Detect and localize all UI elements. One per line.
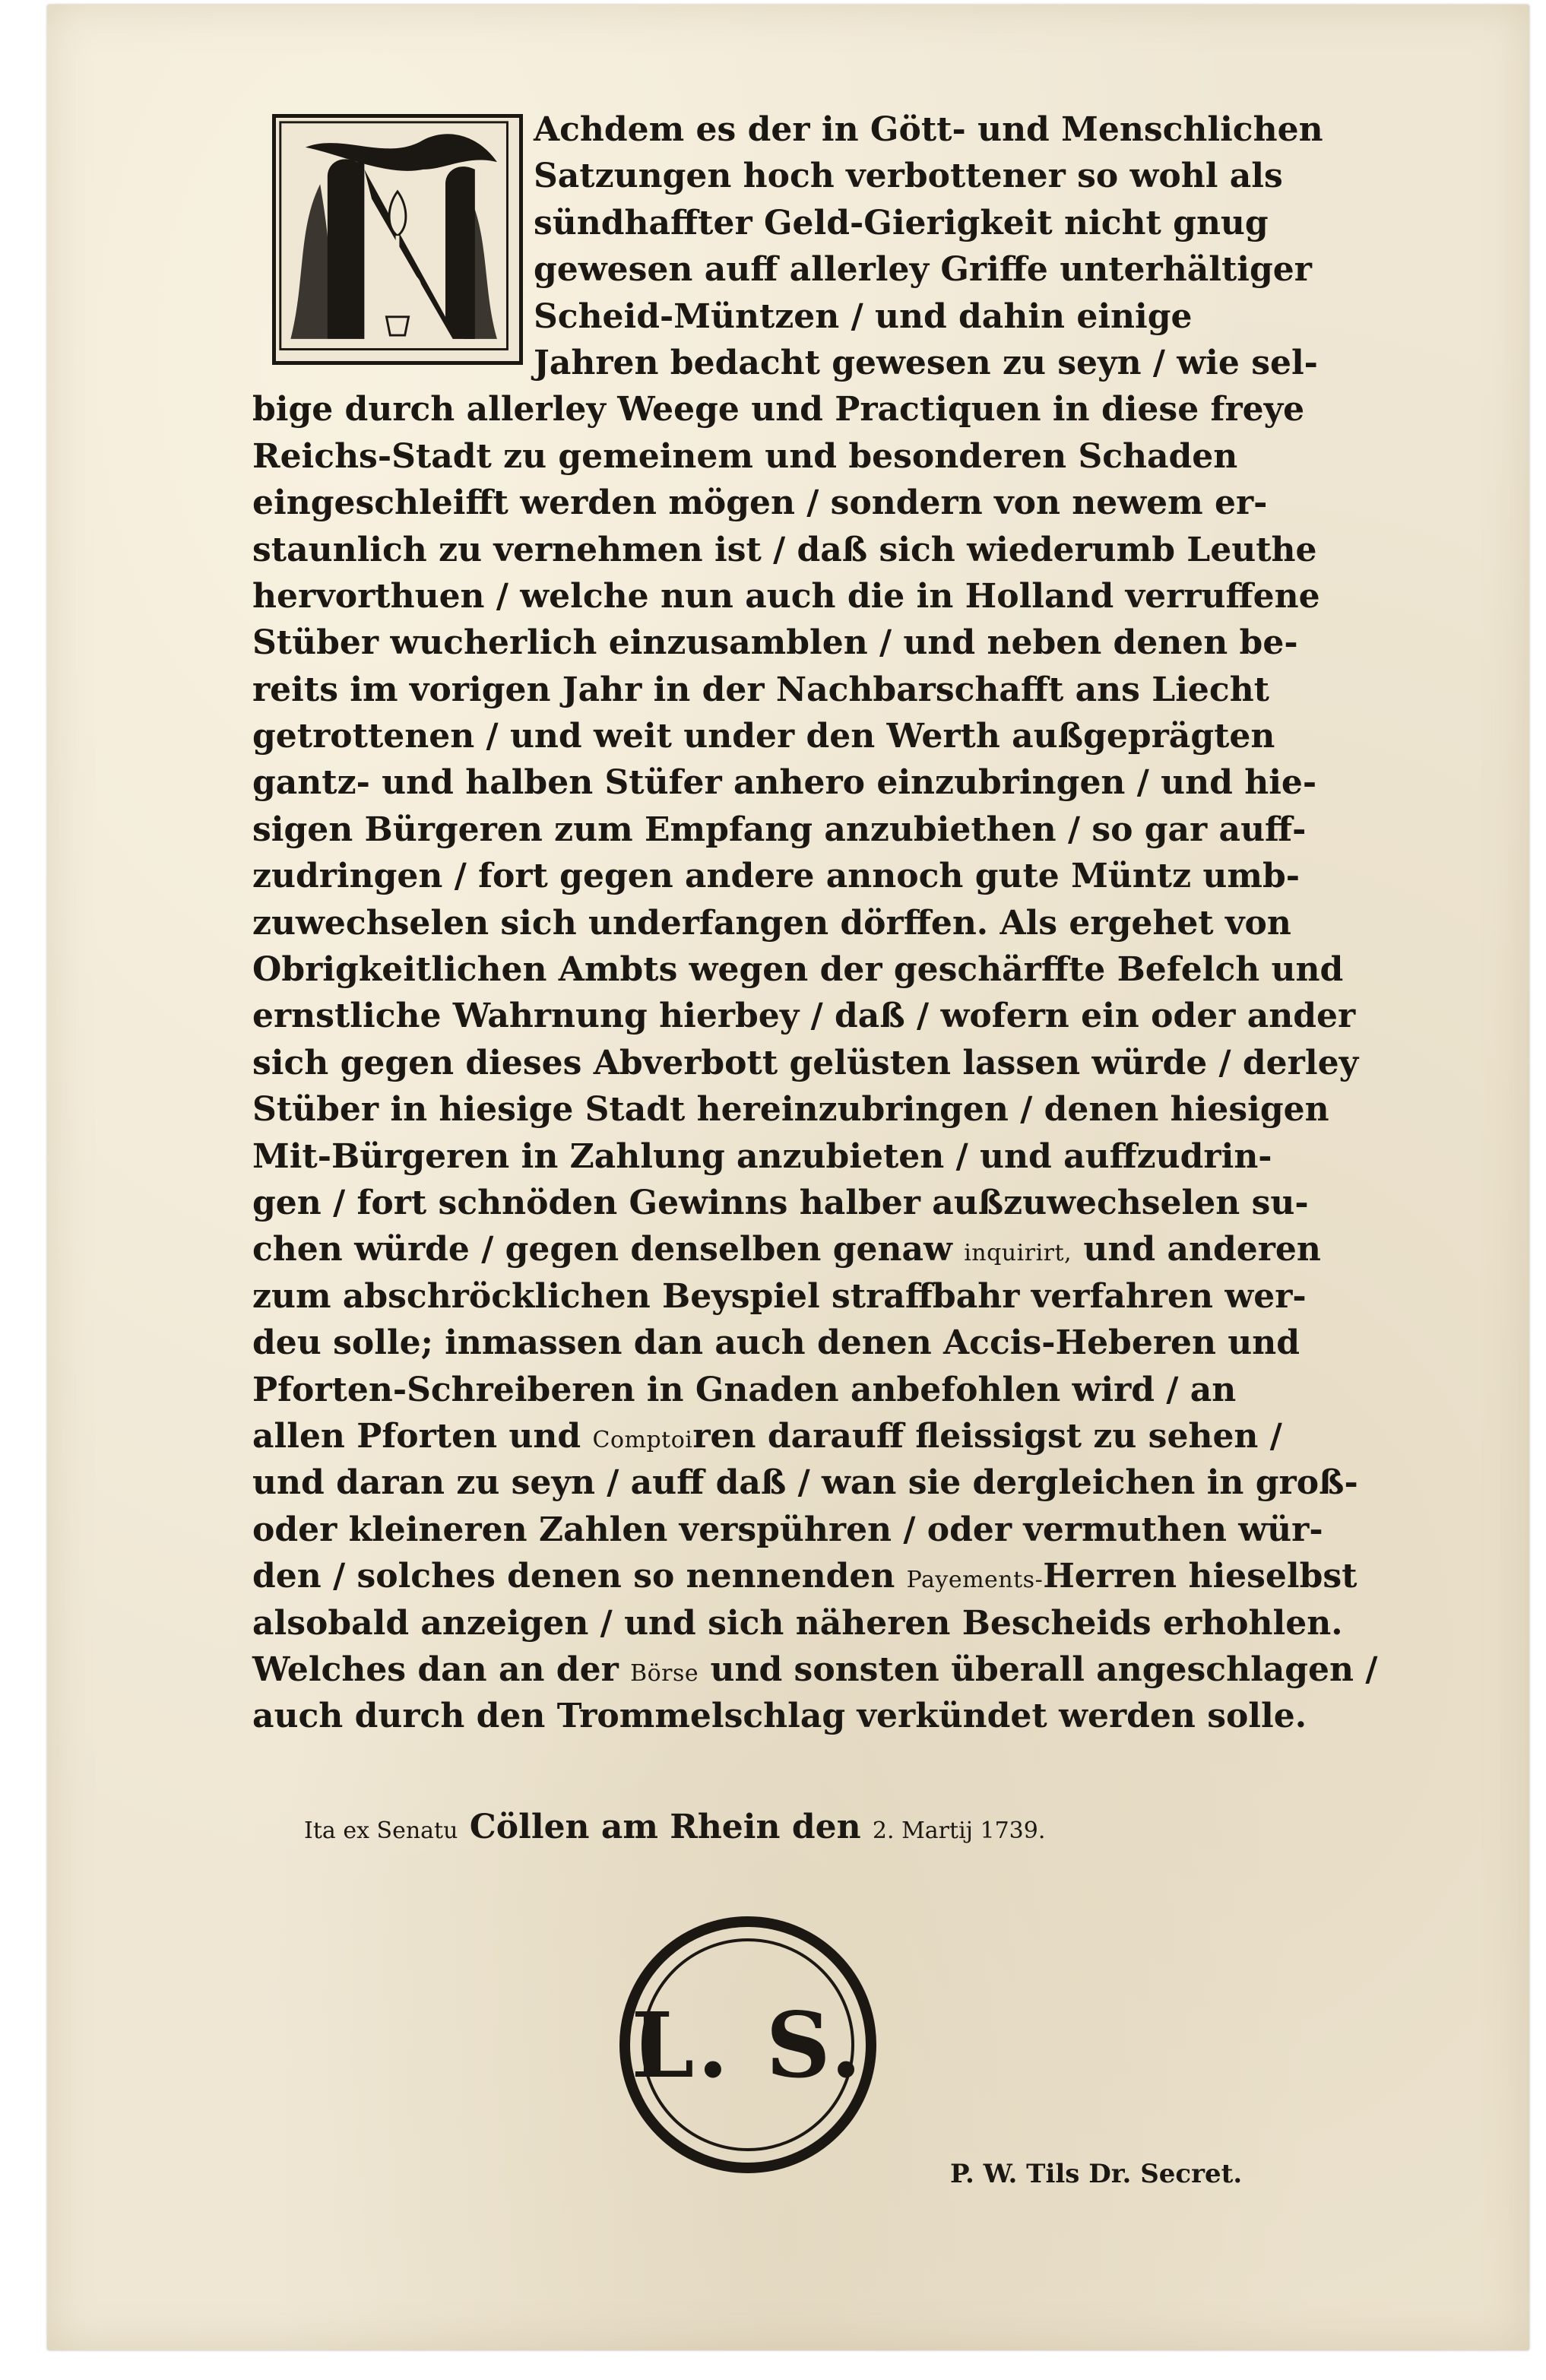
text-line: ernstliche Wahrnung hierbey / daß / wofern ein oder ander xyxy=(252,997,1356,1036)
text-line: eingeschleifft werden mögen / sondern von newem er- xyxy=(252,483,1268,523)
ita-ex-senatu: Ita ex Senatu xyxy=(304,1817,458,1844)
closing-line xyxy=(304,1808,1045,1853)
latin-term: Börse xyxy=(630,1659,699,1687)
text-line: Satzungen hoch verbottener so wohl als xyxy=(534,157,1283,196)
text-line: bige durch allerley Weege und Practiquen in diese freye xyxy=(252,390,1305,429)
text-line: Obrigkeitlichen Ambts wegen der geschärffte Befelch und xyxy=(252,950,1344,990)
text-segment: chen würde / gegen denselben genaw xyxy=(252,1230,965,1269)
latin-term: Comptoi xyxy=(592,1426,693,1453)
text-line: reits im vorigen Jahr in der Nachbarschafft ans Liecht xyxy=(252,670,1270,709)
text-segment: Herren hieselbst xyxy=(1043,1557,1358,1596)
text-segment: Welches dan an der xyxy=(252,1650,631,1689)
text-line: zuwechselen sich underfangen dörffen. Als ergehet von xyxy=(252,903,1291,943)
text-line: Pforten-Schreiberen in Gnaden anbefohlen wird / an xyxy=(252,1370,1237,1409)
text-line: hervorthuen / welche nun auch die in Holland verruffene xyxy=(252,576,1320,616)
text-line: alsobald anzeigen / und sich näheren Bescheids erhohlen. xyxy=(252,1603,1343,1643)
text-segment: den / solches denen so nennenden xyxy=(252,1557,907,1596)
text-line: sich gegen dieses Abverbott gelüsten lassen würde / derley xyxy=(252,1043,1359,1082)
text-line: Reichs-Stadt zu gemeinem und besonderen Schaden xyxy=(252,436,1238,476)
text-line: zudringen / fort gegen andere annoch gute Müntz umb- xyxy=(252,857,1300,896)
text-line: gantz- und halben Stüfer anhero einzubringen / und hie- xyxy=(252,763,1317,803)
signature: P. W. Tils Dr. Secret. xyxy=(950,2159,1243,2189)
text-line-mixed xyxy=(252,1226,1321,1272)
latin-term: Payements- xyxy=(906,1567,1044,1594)
text-line: Mit-Bürgeren in Zahlung anzubieten / und auffzudrin- xyxy=(252,1136,1272,1176)
text-line: Achdem es der in Gött- und Menschlichen xyxy=(534,110,1323,149)
proclamation-text xyxy=(252,106,1378,1740)
text-line: gen / fort schnöden Gewinns halber außzuwechselen su- xyxy=(252,1183,1309,1222)
text-line-mixed xyxy=(252,1553,1358,1599)
text-segment: ren darauff fleissigst zu sehen / xyxy=(692,1416,1282,1456)
text-segment: und sonsten überall angeschlagen / xyxy=(699,1650,1378,1689)
text-line: Jahren bedacht gewesen zu seyn / wie sel- xyxy=(534,343,1318,382)
text-line: sündhaffter Geld-Gierigkeit nicht gnug xyxy=(534,203,1269,242)
text-line: und daran zu seyn / auff daß / wan sie dergleichen in groß- xyxy=(252,1463,1358,1503)
text-line-mixed xyxy=(252,1413,1286,1459)
text-line: getrottenen / und weit under den Werth außgeprägten xyxy=(252,717,1275,756)
text-segment: und anderen xyxy=(1072,1230,1321,1269)
place-name: Cöllen am Rhein den xyxy=(469,1808,861,1846)
text-line: Stüber wucherlich einzusamblen / und neben denen be- xyxy=(252,623,1298,663)
text-line: deu solle; inmassen dan auch denen Accis-Heberen und xyxy=(252,1323,1300,1363)
text-line: staunlich zu vernehmen ist / daß sich wiederumb Leuthe xyxy=(252,530,1317,569)
text-line-mixed xyxy=(252,1646,1378,1693)
text-line: sigen Bürgeren zum Empfang anzubiethen / so gar auff- xyxy=(252,810,1307,849)
text-line: oder kleineren Zahlen verspühren / oder vermuthen wür- xyxy=(252,1510,1323,1549)
text-line: Stüber in hiesige Stadt hereinzubringen / denen hiesigen xyxy=(252,1090,1329,1130)
seal-text: L. S. xyxy=(631,1992,865,2098)
latin-term: inquirirt, xyxy=(964,1240,1072,1267)
seal xyxy=(617,1914,879,2176)
text-line: zum abschröcklichen Beyspiel straffbahr verfahren wer- xyxy=(252,1276,1307,1316)
text-segment: allen Pforten und xyxy=(252,1416,593,1456)
text-line: auch durch den Trommelschlag verkündet werden solle. xyxy=(252,1697,1307,1736)
text-line: Scheid-Müntzen / und dahin einige xyxy=(534,296,1193,336)
text-line: gewesen auff allerley Griffe unterhältiger xyxy=(534,250,1312,290)
date: 2. Martij 1739. xyxy=(872,1817,1046,1844)
